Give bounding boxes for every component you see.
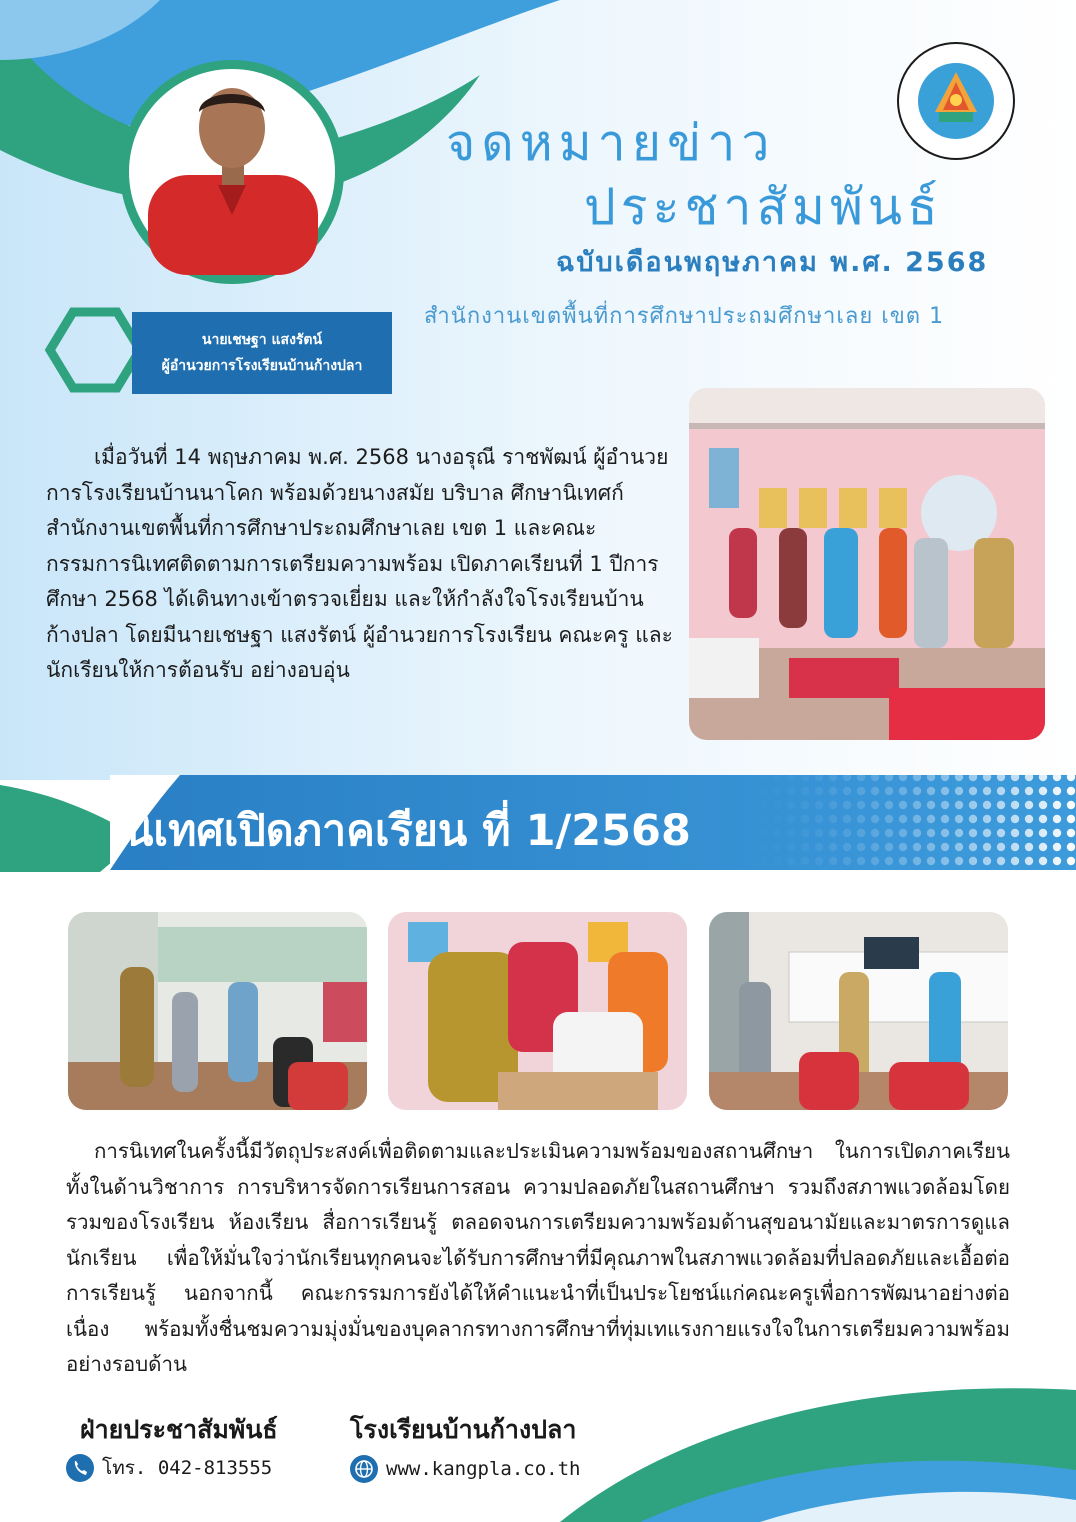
intro-paragraph: เมื่อวันที่ 14 พฤษภาคม พ.ศ. 2568 นางอรุณี ราชพัฒน์ ผู้อำนวยการโรงเรียนบ้านนาโคก พร้อมด้วยนางสมัย บริบาล ศึกษานิเทศก์ สำนักงานเขตพื้นที่การศึกษาประถมศึกษาเลย เขต 1 และคณะกรรมการนิเทศติดตามการเตรียมความพร้อม เปิดภาคเรียนที่ 1 ปีการศึกษา 2568 ได้เดินทางเข้าตรวจเยี่ยม และให้กำลังใจโรงเรียนบ้านก้างปลา โดยมีนายเชษฐา แสงรัตน์ ผู้อำนวยการโรงเรียน คณะครู และนักเรียนให้การต้อนรับ อย่างอบอุ่น: [46, 445, 673, 682]
newsletter-title-line1: จดหมายข่าว: [446, 114, 776, 172]
pr-heading: ฝ่ายประชาสัมพันธ์: [80, 1415, 278, 1444]
website-link[interactable]: [350, 1455, 580, 1483]
classroom-photo-2: [388, 912, 687, 1110]
school-seal: [895, 40, 1017, 162]
classroom-photo-1: [68, 912, 367, 1110]
school-seal-icon: [895, 40, 1017, 162]
phone-contact[interactable]: [66, 1453, 272, 1483]
director-name-box: [132, 312, 392, 394]
classroom-photo-main: [689, 388, 1045, 740]
phone-icon: [66, 1454, 94, 1482]
school-heading: โรงเรียนบ้านก้างปลา: [350, 1415, 577, 1444]
website-url: www.kangpla.co.th: [386, 1458, 581, 1480]
body-paragraph: การนิเทศในครั้งนี้มีวัตถุประสงค์เพื่อติดตามและประเมินความพร้อมของสถานศึกษา ในการเปิดภาคเรียน ทั้งในด้านวิชาการ การบริหารจัดการเรียนการสอน ความปลอดภัยในสถานศึกษา รวมถึงสภาพแวดล้อมโดยรวมของโรงเรียน ห้องเรียน สื่อการเรียนรู้ ตลอดจนการเตรียมความพร้อมด้านสุขอนามัยและมาตรการดูแลนักเรียน เพื่อให้มั่นใจว่านักเรียนทุกคนจะได้รับการศึกษาที่มีคุณภาพในสภาพแวดล้อมที่ปลอดภัยและเอื้อต่อการเรียนรู้ นอกจากนี้ คณะกรรมการยังได้ให้คำแนะนำที่เป็นประโยชน์แก่คณะครูเพื่อการพัฒนาอย่างต่อเนื่อง พร้อมทั้งชื่นชมความมุ่งมั่นของบุคลากรทางการศึกษาที่ทุ่มเทแรงกายแรงใจในการเตรียมความพร้อมอย่างรอบด้าน: [66, 1139, 1010, 1376]
director-name: นายเชษฐา แสงรัตน์: [201, 332, 323, 348]
classroom-photo-3: [709, 912, 1008, 1110]
banner-title: นิเทศเปิดภาคเรียน ที่ 1/2568: [124, 806, 691, 856]
globe-icon: [350, 1455, 378, 1483]
director-position: ผู้อำนวยการโรงเรียนบ้านก้างปลา: [161, 358, 363, 374]
office-name: สำนักงานเขตพื้นที่การศึกษาประถมศึกษาเลย เขต 1: [424, 304, 945, 329]
phone-number: โทร. 042-813555: [102, 1457, 273, 1479]
newsletter-title-line2: ประชาสัมพันธ์: [584, 178, 943, 236]
issue-date: ฉบับเดือนพฤษภาคม พ.ศ. 2568: [556, 247, 989, 278]
